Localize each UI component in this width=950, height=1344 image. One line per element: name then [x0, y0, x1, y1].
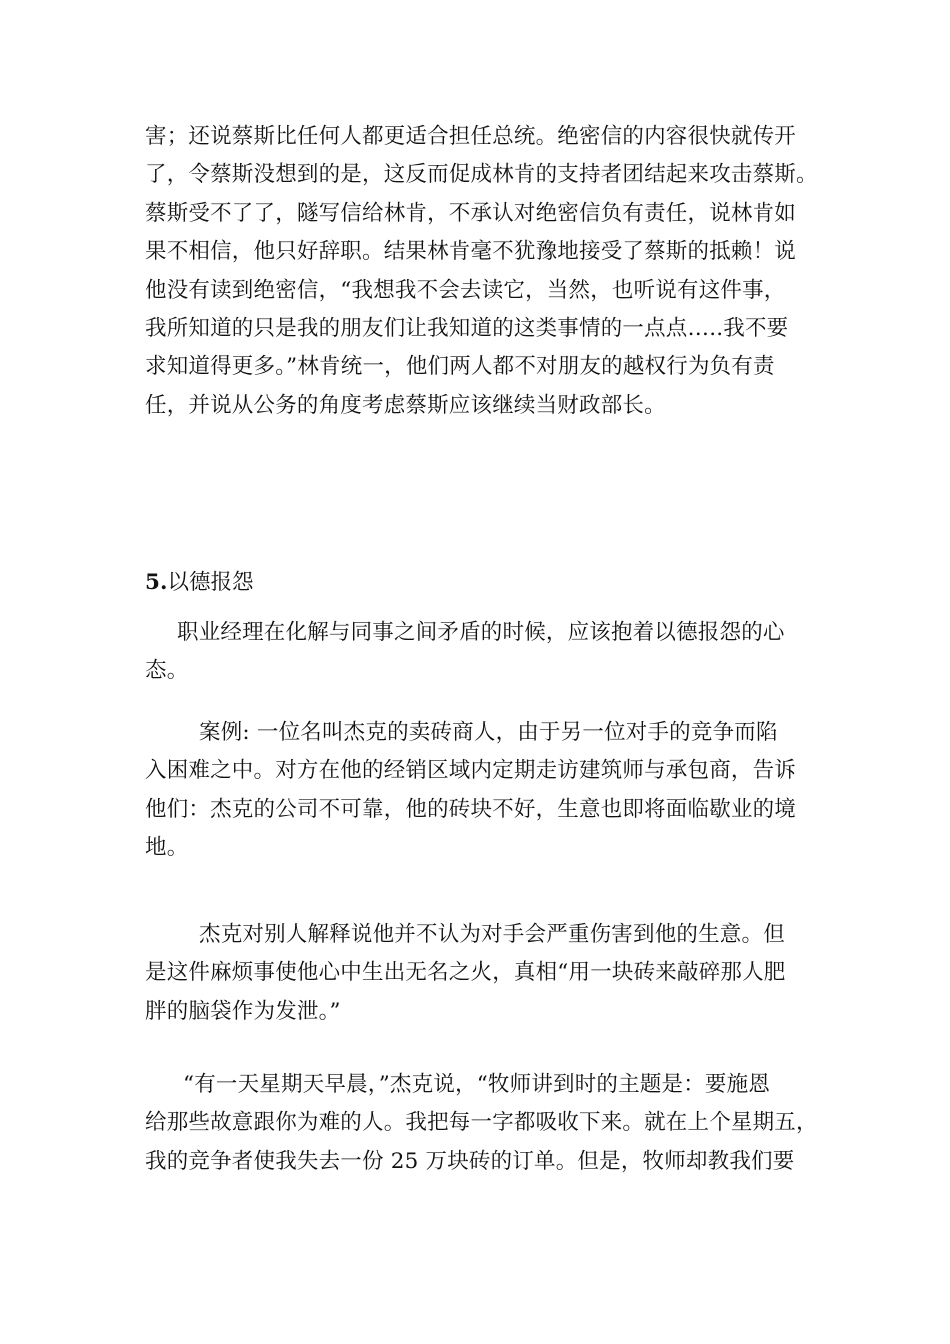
- paragraph-lincoln-chase: [145, 118, 818, 425]
- paragraph-jack: [145, 916, 810, 1031]
- text-line: 入困难之中。对方在他的经销区域内定期走访建筑师与承包商，告诉: [145, 758, 797, 784]
- text-line: 职业经理在化解与同事之间矛盾的时候，应该抱着以德报怨的心: [177, 620, 785, 645]
- text-line: 他们：杰克的公司不可靠，他的砖块不好，生意也即将面临歇业的境: [145, 796, 797, 822]
- text-line: 他没有读到绝密信，“我想我不会去读它，当然，也听说有这件事，: [145, 277, 786, 303]
- text-line: 求知道得更多。”林肯统一，他们两人都不对朋友的越权行为负有责: [145, 354, 775, 380]
- text-line: 任，并说从公务的角度考虑蔡斯应该继续当财政部长。: [145, 392, 666, 418]
- section-title: 以德报怨: [167, 570, 254, 595]
- text-line: 了，令蔡斯没想到的是，这反而促成林肯的支持者团结起来攻击蔡斯。: [145, 162, 818, 188]
- paragraph-case: [145, 714, 810, 868]
- paragraph-sunday: [145, 1066, 818, 1181]
- text-line: 给那些故意跟你为难的人。我把每一字都吸收下来。就在上个星期五，: [145, 1110, 818, 1136]
- text-line: 态。: [145, 658, 189, 684]
- section-heading: [145, 564, 810, 602]
- text-line: 地。: [145, 835, 189, 861]
- text-line: 杰克对别人解释说他并不认为对手会严重伤害到他的生意。但: [199, 922, 785, 947]
- paragraph-intro: [145, 614, 810, 691]
- text-line: “有一天星期天早晨，”杰克说，“牧师讲到时的主题是：要施恩: [183, 1072, 771, 1097]
- text-line: 果不相信，他只好辞职。结果林肯毫不犹豫地接受了蔡斯的抵赖！说: [145, 239, 797, 265]
- text-line: 我所知道的只是我的朋友们让我知道的这类事情的一点点…..我不要: [145, 315, 789, 341]
- section-number: 5.: [145, 570, 168, 595]
- text-line: 蔡斯受不了了，隧写信给林肯，不承认对绝密信负有责任，说林肯如: [145, 200, 797, 226]
- text-line: 是这件麻烦事使他心中生出无名之火，真相“用一块砖来敲碎那人肥: [145, 960, 786, 986]
- text-line: 害；还说蔡斯比任何人都更适合担任总统。绝密信的内容很快就传开: [145, 124, 797, 149]
- text-line: 胖的脑袋作为发泄。”: [145, 998, 341, 1024]
- text-line: 我的竞争者使我失去一份 25 万块砖的订单。但是，牧师却教我们要: [145, 1148, 795, 1174]
- text-line: 案例: 一位名叫杰克的卖砖商人，由于另一位对手的竞争而陷: [199, 720, 778, 745]
